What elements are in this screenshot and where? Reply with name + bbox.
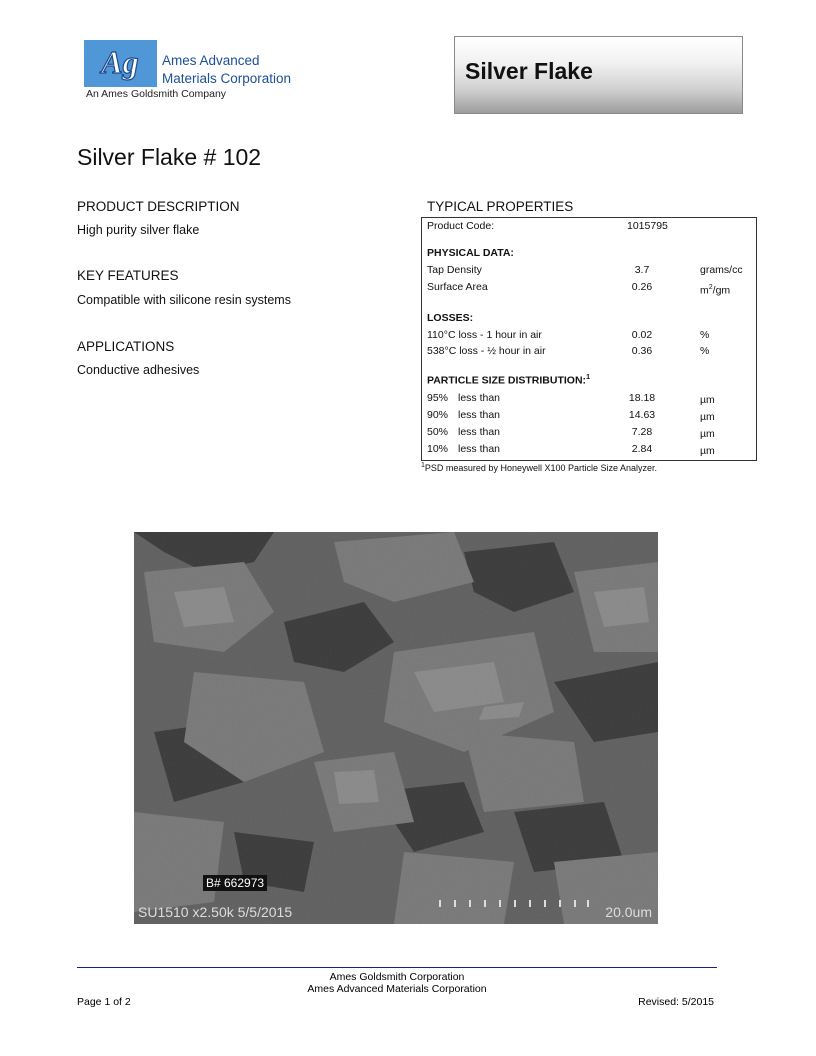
company-name [162, 52, 291, 88]
sem-instrument-info: SU1510 x2.50k 5/5/2015 [138, 904, 293, 920]
surface-area-unit-tail: /gm [712, 284, 731, 297]
product-description-heading: PRODUCT DESCRIPTION [77, 199, 240, 214]
psd-90-unit: µm [700, 411, 715, 423]
psd-90-percent: 90% [427, 409, 449, 421]
psd-90-text: less than [458, 409, 501, 421]
sem-micrograph-image [134, 532, 658, 924]
loss-110-label: 110°C loss - 1 hour in air [427, 329, 542, 341]
psd-10-value: 2.84 [631, 443, 653, 455]
surface-area-unit-base: m [700, 284, 709, 297]
psd-footnote-marker: 1 [586, 374, 590, 381]
surface-area-unit [700, 284, 730, 297]
psd-footnote-text: PSD measured by Honeywell X100 Particle Size Analyzer. [424, 463, 658, 473]
typical-properties-heading: TYPICAL PROPERTIES [427, 199, 574, 214]
surface-area-unit-exponent: 2 [708, 284, 713, 291]
psd-50-value: 7.28 [631, 426, 653, 438]
key-features-text: Compatible with silicone resin systems [77, 293, 291, 307]
footer-company-secondary: Ames Advanced Materials Corporation [307, 983, 487, 995]
physical-data-heading: PHYSICAL DATA: [427, 247, 514, 259]
product-banner [454, 36, 743, 114]
loss-110-unit: % [700, 329, 710, 341]
product-description-text: High purity silver flake [77, 223, 200, 237]
losses-heading: LOSSES: [427, 312, 474, 324]
product-code-label: Product Code: [427, 220, 495, 232]
footer-company-primary: Ames Goldsmith Corporation [329, 971, 465, 983]
psd-footnote [421, 462, 657, 473]
tap-density-label: Tap Density [427, 264, 482, 276]
applications-heading: APPLICATIONS [77, 339, 175, 354]
loss-538-unit: % [700, 345, 710, 357]
sem-batch-label: B# 662973 [203, 875, 267, 891]
page-title: Silver Flake # 102 [77, 144, 262, 170]
psd-50-text: less than [458, 426, 501, 438]
sem-scale-label: 20.0um [605, 904, 652, 920]
psd-90-value: 14.63 [628, 409, 656, 421]
typical-properties-table [421, 217, 757, 461]
company-name-line2: Materials Corporation [162, 71, 292, 86]
loss-110-value: 0.02 [631, 329, 653, 341]
psd-footnote-number: 1 [421, 462, 425, 469]
company-name-line1: Ames Advanced [162, 53, 260, 68]
psd-50-percent: 50% [427, 426, 449, 438]
psd-10-text: less than [458, 443, 501, 455]
banner-title: Silver Flake [465, 58, 593, 84]
surface-area-label: Surface Area [427, 281, 488, 293]
product-code-value: 1015795 [627, 220, 668, 232]
key-features-heading: KEY FEATURES [77, 268, 179, 283]
psd-50-unit: µm [700, 428, 715, 440]
company-logo [84, 40, 157, 87]
psd-10-percent: 10% [427, 443, 449, 455]
company-tagline: An Ames Goldsmith Company [86, 88, 227, 100]
revision-date: Revised: 5/2015 [638, 996, 714, 1008]
page-number: Page 1 of 2 [77, 996, 131, 1008]
tap-density-value: 3.7 [634, 264, 650, 276]
psd-heading [427, 374, 590, 387]
sem-micrograph [134, 532, 658, 924]
applications-text: Conductive adhesives [77, 363, 200, 377]
psd-10-unit: µm [700, 445, 715, 457]
sem-scale-bar [439, 900, 589, 908]
psd-heading-text: PARTICLE SIZE DISTRIBUTION: [427, 374, 587, 387]
psd-95-value: 18.18 [628, 392, 656, 404]
surface-area-value: 0.26 [631, 281, 653, 293]
logo-mark: Ag [101, 44, 139, 80]
tap-density-unit: grams/cc [700, 264, 743, 276]
footer-divider [77, 967, 717, 968]
loss-538-label: 538°C loss - ½ hour in air [427, 345, 546, 357]
psd-95-text: less than [458, 392, 501, 404]
psd-95-unit: µm [700, 394, 715, 406]
psd-95-percent: 95% [427, 392, 449, 404]
loss-538-value: 0.36 [631, 345, 653, 357]
